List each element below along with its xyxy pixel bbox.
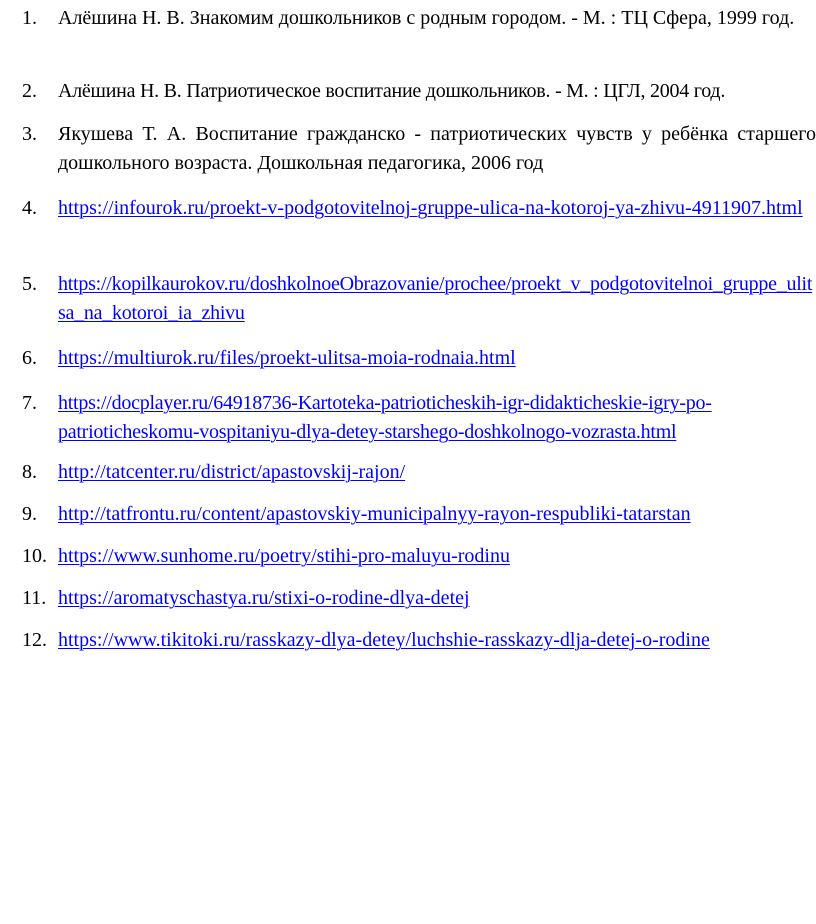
reference-item-7	[22, 389, 816, 447]
reference-number: 11.	[22, 587, 47, 609]
reference-number: 3.	[22, 123, 37, 145]
reference-text	[58, 344, 816, 373]
reference-number: 5.	[22, 273, 37, 295]
reference-text	[58, 389, 816, 447]
reference-link[interactable]: https://kopilkaurokov.ru/doshkolnoeObrazovanie/prochee/proekt_v_podgotovitelnoi_gruppe_ulitsa_na_kotoroi_ia_zhivu	[58, 273, 813, 324]
reference-text	[58, 194, 816, 223]
reference-item-10	[22, 542, 816, 571]
reference-text	[58, 458, 816, 487]
reference-link[interactable]: https://infourok.ru/proekt-v-podgotovitelnoj-gruppe-ulica-na-kotoroj-ya-zhivu-4911907.html	[58, 197, 803, 219]
reference-link[interactable]: https://www.tikitoki.ru/rasskazy-dlya-detey/luchshie-rasskazy-dlja-detej-o-rodine	[58, 629, 710, 651]
reference-item-1	[22, 4, 816, 33]
reference-number: 8.	[22, 461, 37, 483]
reference-text	[58, 500, 816, 529]
reference-number: 4.	[22, 197, 37, 219]
reference-number: 2.	[22, 80, 37, 102]
reference-item-5	[22, 270, 816, 328]
reference-text	[58, 542, 816, 571]
reference-link[interactable]: http://tatcenter.ru/district/apastovskij-rajon/	[58, 461, 406, 483]
reference-number: 6.	[22, 347, 37, 369]
reference-link[interactable]: https://www.sunhome.ru/poetry/stihi-pro-maluyu-rodinu	[58, 545, 510, 567]
reference-number: 7.	[22, 392, 37, 414]
reference-number: 1.	[22, 7, 37, 29]
reference-item-11	[22, 584, 816, 613]
reference-item-4	[22, 194, 816, 223]
reference-text	[58, 626, 816, 655]
reference-item-3	[22, 120, 816, 178]
reference-item-12	[22, 626, 816, 655]
reference-text	[58, 584, 816, 613]
reference-text: Алёшина Н. В. Патриотическое воспитание дошкольников. - М. : ЦГЛ, 2004 год.	[58, 80, 726, 102]
reference-link[interactable]: http://tatfrontu.ru/content/apastovskiy-municipalnyy-rayon-respubliki-tatarstan	[58, 503, 691, 525]
reference-link[interactable]: https://aromatyschastya.ru/stixi-o-rodine-dlya-detej	[58, 587, 470, 609]
reference-item-8	[22, 458, 816, 487]
reference-link[interactable]: https://docplayer.ru/64918736-Kartoteka-patrioticheskih-igr-didakticheskie-igry-po-patrioticheskomu-vospitaniyu-dlya-detey-starshego-doshkolnogo-vozrasta.html	[58, 392, 712, 443]
reference-item-6	[22, 344, 816, 373]
reference-number: 10.	[22, 545, 47, 567]
reference-item-9	[22, 500, 816, 529]
reference-text	[58, 270, 816, 328]
reference-link[interactable]: https://multiurok.ru/files/proekt-ulitsa-moia-rodnaia.html	[58, 347, 516, 369]
reference-text: Якушева Т. А. Воспитание гражданско - патриотических чувств у ребёнка старшего дошкольного возраста. Дошкольная педагогика, 2006 год	[58, 123, 816, 174]
reference-number: 12.	[22, 629, 47, 651]
reference-number: 9.	[22, 503, 37, 525]
reference-text: Алёшина Н. В. Знакомим дошкольников с родным городом. - М. : ТЦ Сфера, 1999 год.	[58, 7, 795, 29]
reference-item-2	[22, 77, 816, 106]
